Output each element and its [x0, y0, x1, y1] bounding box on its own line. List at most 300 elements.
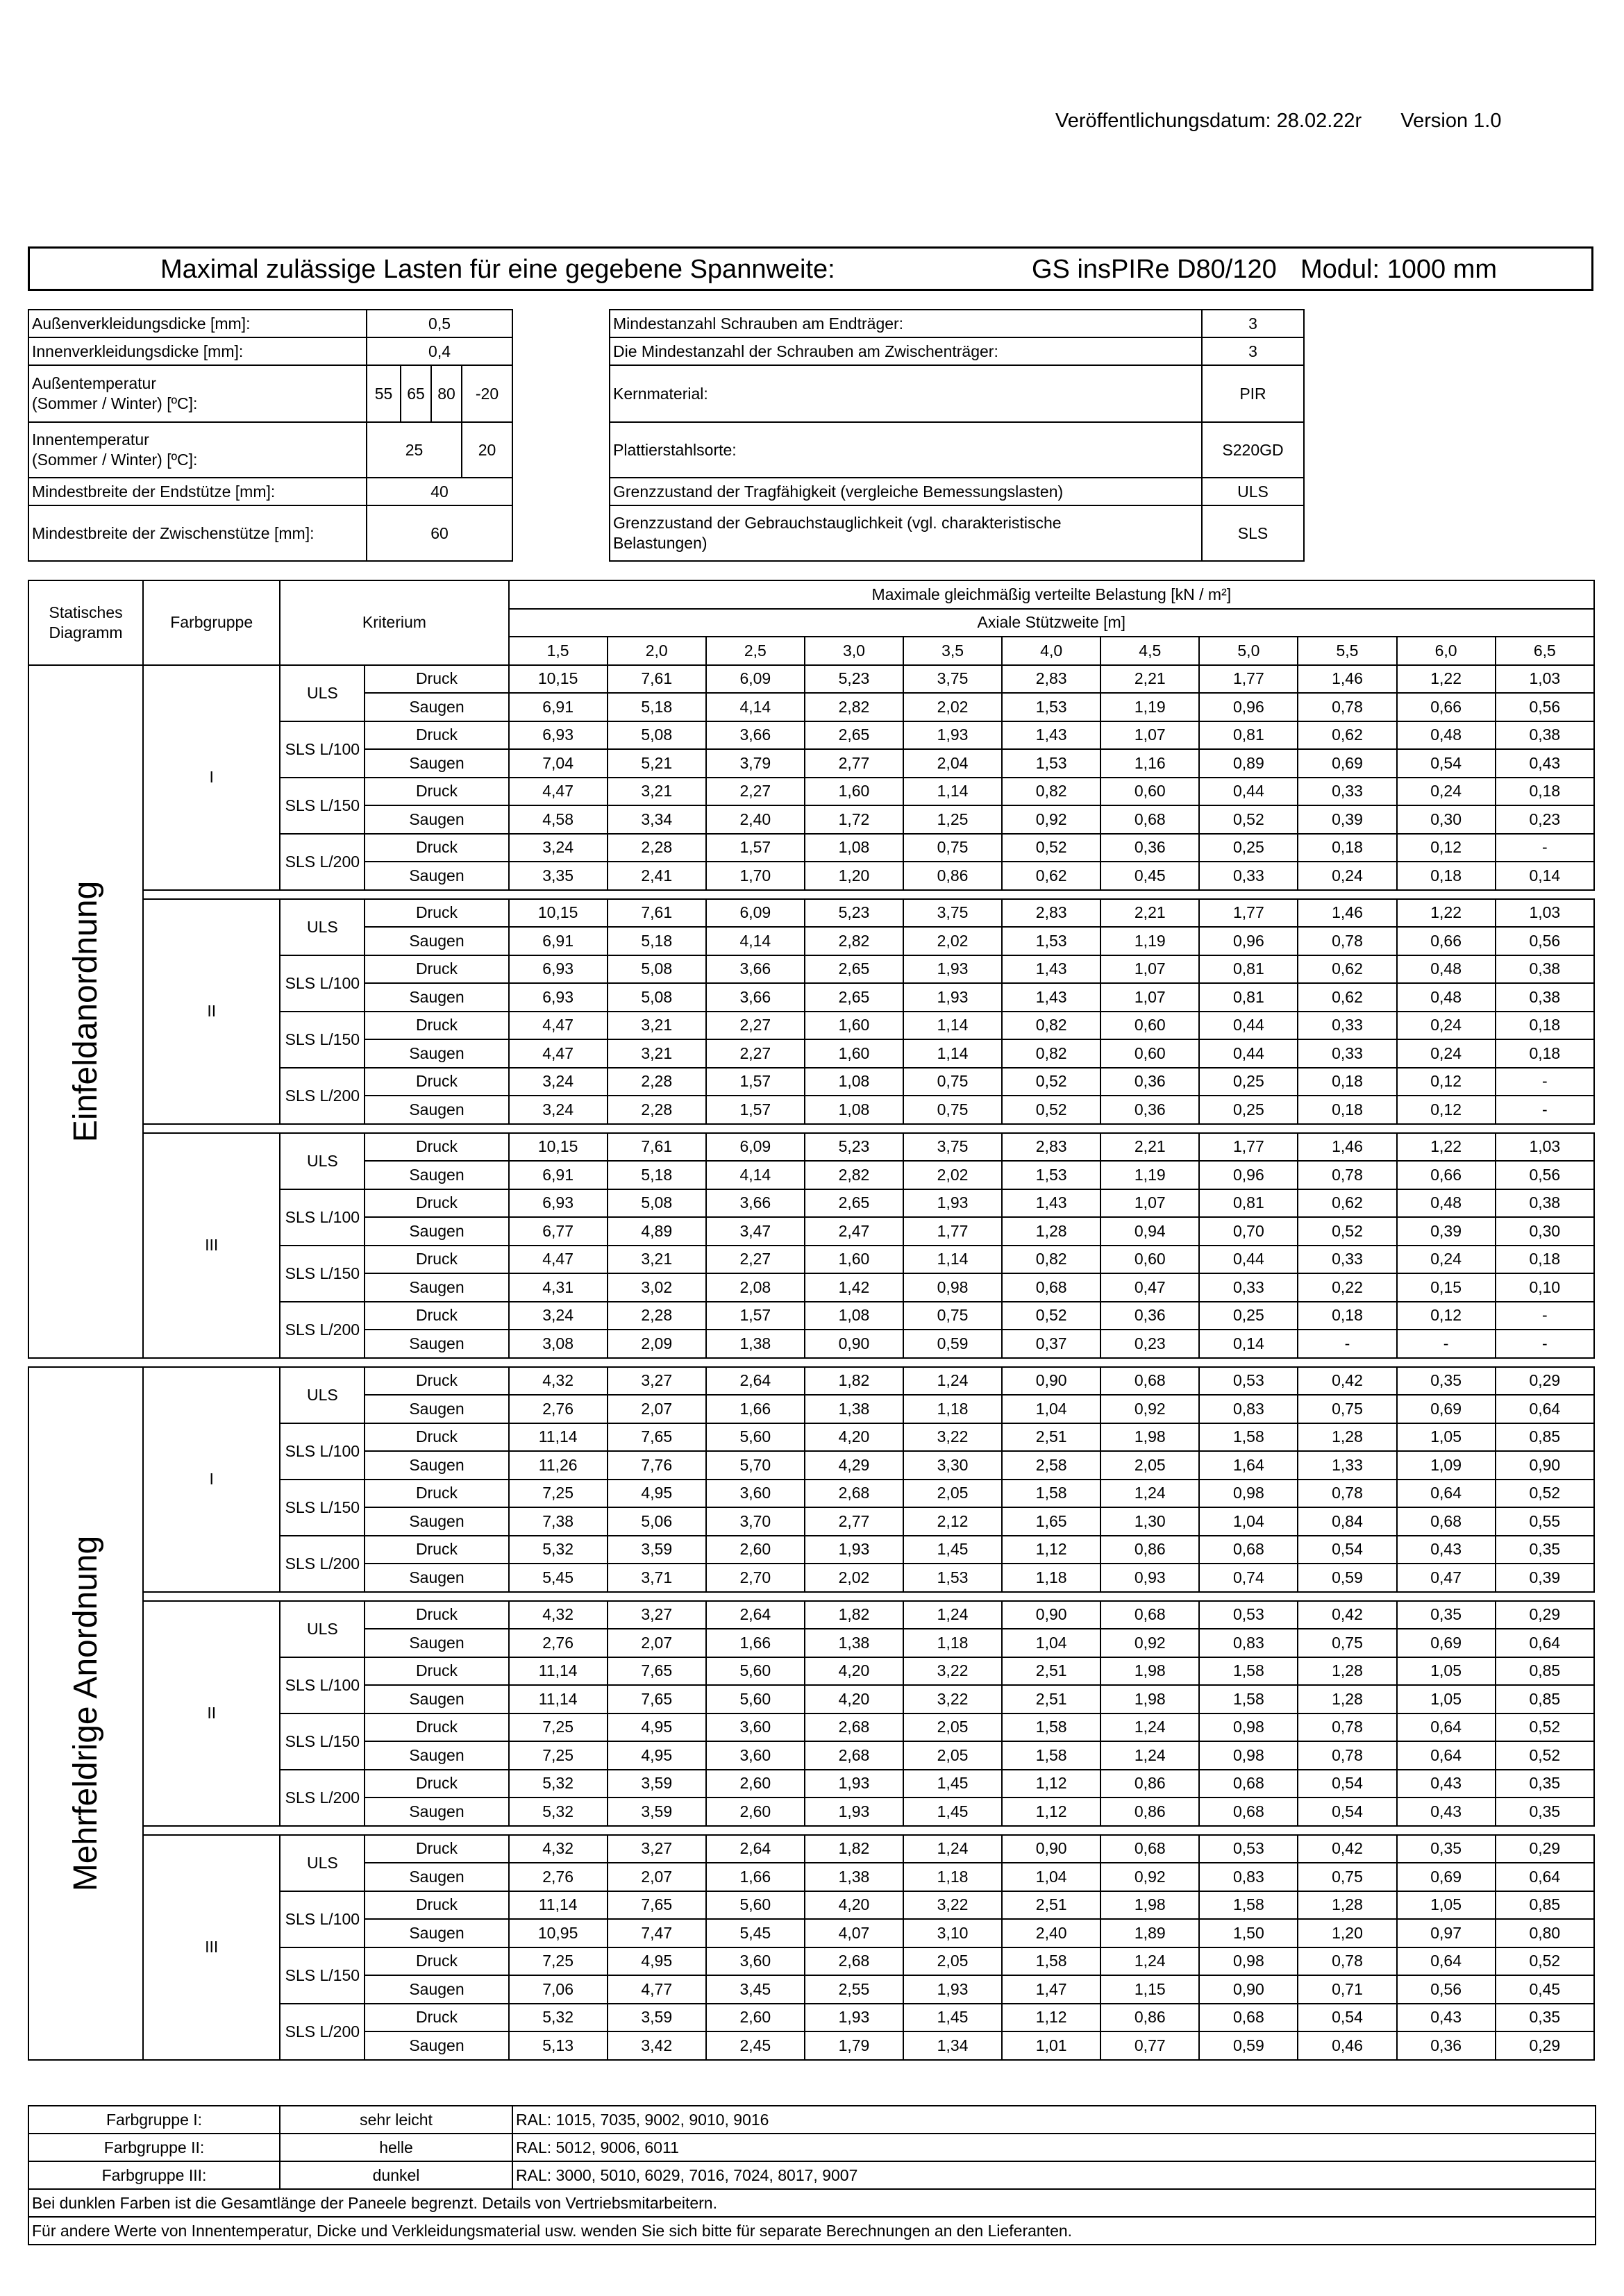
- value-cell: 1,22: [1397, 1133, 1496, 1162]
- value-cell: 0,84: [1298, 1507, 1396, 1536]
- value-cell: 2,27: [706, 1246, 805, 1274]
- value-cell: 7,65: [608, 1891, 706, 1920]
- value-cell: 2,27: [706, 1039, 805, 1068]
- value-cell: 0,78: [1298, 1480, 1396, 1508]
- value-cell: 0,14: [1199, 1330, 1298, 1358]
- value-cell: 1,58: [1002, 1741, 1100, 1770]
- value-cell: 0,47: [1397, 1564, 1496, 1592]
- value-cell: 5,45: [706, 1919, 805, 1947]
- value-cell: 0,36: [1397, 2031, 1496, 2060]
- load-type-cell: Druck: [365, 1601, 508, 1629]
- value-cell: 2,02: [903, 927, 1002, 955]
- value-cell: 0,15: [1397, 1273, 1496, 1302]
- value-cell: 2,07: [608, 1629, 706, 1657]
- value-cell: 0,96: [1199, 927, 1298, 955]
- value-cell: 3,60: [706, 1713, 805, 1742]
- section-label: Mehrfeldrige Anordnung: [67, 1535, 104, 1891]
- value-cell: 0,71: [1298, 1975, 1396, 2004]
- value-cell: 3,70: [706, 1507, 805, 1536]
- value-cell: 1,58: [1199, 1685, 1298, 1713]
- value-cell: 5,13: [509, 2031, 608, 2060]
- param-value: 3: [1202, 310, 1304, 337]
- value-cell: 5,08: [608, 955, 706, 984]
- value-cell: 1,60: [805, 1246, 903, 1274]
- value-cell: 1,07: [1100, 983, 1199, 1012]
- value-cell: 2,82: [805, 1161, 903, 1189]
- value-cell: 1,19: [1100, 1161, 1199, 1189]
- value-cell: 1,38: [706, 1330, 805, 1358]
- load-type-cell: Druck: [365, 1302, 508, 1330]
- header-kriterium: Kriterium: [280, 580, 508, 665]
- page-title: Maximal zulässige Lasten für eine gegebene Spannweite:: [160, 255, 835, 284]
- value-cell: 1,12: [1002, 2004, 1100, 2032]
- legend-group-label: Farbgruppe I:: [28, 2106, 280, 2134]
- value-cell: 2,51: [1002, 1657, 1100, 1686]
- value-cell: 1,43: [1002, 1189, 1100, 1218]
- parameters-left-table: [28, 309, 513, 562]
- value-cell: 1,24: [1100, 1713, 1199, 1742]
- value-cell: 3,21: [608, 1039, 706, 1068]
- value-cell: 1,18: [1002, 1564, 1100, 1592]
- load-type-cell: Druck: [365, 2004, 508, 2032]
- value-cell: 0,56: [1496, 927, 1594, 955]
- criterion-cell: SLS L/100: [280, 1891, 365, 1947]
- value-cell: 3,34: [608, 805, 706, 834]
- value-cell: 1,58: [1002, 1947, 1100, 1976]
- value-cell: 4,14: [706, 1161, 805, 1189]
- value-cell: 0,18: [1397, 862, 1496, 890]
- value-cell: 11,14: [509, 1423, 608, 1452]
- value-cell: 1,28: [1002, 1217, 1100, 1246]
- value-cell: 0,85: [1496, 1423, 1594, 1452]
- value-cell: 0,75: [903, 1302, 1002, 1330]
- value-cell: 5,23: [805, 665, 903, 694]
- value-cell: 2,51: [1002, 1891, 1100, 1920]
- title-box: [28, 246, 1593, 291]
- value-cell: 3,75: [903, 665, 1002, 694]
- group-separator: [28, 1124, 1594, 1133]
- value-cell: 1,05: [1397, 1685, 1496, 1713]
- value-cell: 0,64: [1397, 1947, 1496, 1976]
- value-cell: -: [1397, 1330, 1496, 1358]
- value-cell: 5,32: [509, 1536, 608, 1564]
- value-cell: 0,69: [1298, 749, 1396, 778]
- value-cell: 1,60: [805, 1012, 903, 1040]
- value-cell: 1,28: [1298, 1657, 1396, 1686]
- value-cell: 4,31: [509, 1273, 608, 1302]
- value-cell: 0,69: [1397, 1629, 1496, 1657]
- load-type-cell: Druck: [365, 1947, 508, 1976]
- value-cell: -: [1496, 1330, 1594, 1358]
- value-cell: 0,38: [1496, 1189, 1594, 1218]
- value-cell: 2,21: [1100, 1133, 1199, 1162]
- value-cell: 7,61: [608, 1133, 706, 1162]
- load-type-cell: Saugen: [365, 805, 508, 834]
- value-cell: 1,46: [1298, 665, 1396, 694]
- value-cell: 5,32: [509, 1770, 608, 1798]
- value-cell: 2,02: [903, 693, 1002, 721]
- value-cell: 0,59: [1199, 2031, 1298, 2060]
- value-cell: 1,45: [903, 2004, 1002, 2032]
- value-cell: 1,58: [1199, 1657, 1298, 1686]
- value-cell: 2,05: [903, 1480, 1002, 1508]
- value-cell: 0,33: [1199, 1273, 1298, 1302]
- value-cell: 1,57: [706, 1096, 805, 1124]
- value-cell: 10,15: [509, 1133, 608, 1162]
- value-cell: 0,46: [1298, 2031, 1396, 2060]
- value-cell: 10,95: [509, 1919, 608, 1947]
- value-cell: 5,08: [608, 1189, 706, 1218]
- value-cell: 1,66: [706, 1863, 805, 1891]
- value-cell: 2,28: [608, 834, 706, 862]
- criterion-cell: SLS L/150: [280, 1012, 365, 1068]
- value-cell: 1,57: [706, 1302, 805, 1330]
- value-cell: 0,98: [1199, 1713, 1298, 1742]
- value-cell: 2,64: [706, 1835, 805, 1863]
- param-label: Mindestanzahl Schrauben am Endträger:: [610, 310, 1202, 337]
- value-cell: 0,69: [1397, 1863, 1496, 1891]
- value-cell: 6,91: [509, 693, 608, 721]
- span-header: 2,5: [706, 637, 805, 665]
- value-cell: 2,07: [608, 1395, 706, 1423]
- value-cell: 0,90: [805, 1330, 903, 1358]
- value-cell: 1,46: [1298, 899, 1396, 928]
- criterion-cell: ULS: [280, 1133, 365, 1189]
- value-cell: 1,57: [706, 834, 805, 862]
- value-cell: 5,32: [509, 2004, 608, 2032]
- value-cell: 1,07: [1100, 955, 1199, 984]
- span-header: 3,0: [805, 637, 903, 665]
- value-cell: 1,57: [706, 1068, 805, 1096]
- value-cell: 4,95: [608, 1713, 706, 1742]
- value-cell: 0,92: [1100, 1395, 1199, 1423]
- section-label-cell: [28, 665, 143, 1358]
- load-type-cell: Druck: [365, 1835, 508, 1863]
- value-cell: 0,36: [1100, 1302, 1199, 1330]
- value-cell: 0,38: [1496, 721, 1594, 750]
- param-label: Die Mindestanzahl der Schrauben am Zwischenträger:: [610, 337, 1202, 365]
- value-cell: 5,08: [608, 721, 706, 750]
- value-cell: 0,68: [1100, 1601, 1199, 1629]
- value-cell: 4,47: [509, 1039, 608, 1068]
- value-cell: 1,66: [706, 1395, 805, 1423]
- value-cell: 0,12: [1397, 834, 1496, 862]
- load-type-cell: Saugen: [365, 1217, 508, 1246]
- value-cell: 0,81: [1199, 721, 1298, 750]
- table-row: [28, 899, 1594, 928]
- value-cell: 0,42: [1298, 1835, 1396, 1863]
- param-value: S220GD: [1202, 422, 1304, 478]
- value-cell: 1,93: [903, 955, 1002, 984]
- value-cell: -: [1496, 834, 1594, 862]
- value-cell: 1,24: [903, 1835, 1002, 1863]
- load-type-cell: Druck: [365, 1480, 508, 1508]
- value-cell: 0,43: [1496, 749, 1594, 778]
- criterion-cell: SLS L/150: [280, 1246, 365, 1302]
- value-cell: 4,95: [608, 1480, 706, 1508]
- value-cell: 0,85: [1496, 1657, 1594, 1686]
- value-cell: 0,53: [1199, 1601, 1298, 1629]
- param-value: 65: [401, 365, 431, 422]
- value-cell: 1,89: [1100, 1919, 1199, 1947]
- value-cell: 0,48: [1397, 1189, 1496, 1218]
- farbgruppe-cell: III: [143, 1835, 280, 2060]
- value-cell: 0,54: [1298, 1536, 1396, 1564]
- farbgruppe-cell: III: [143, 1133, 280, 1358]
- value-cell: 0,90: [1002, 1601, 1100, 1629]
- value-cell: 0,12: [1397, 1068, 1496, 1096]
- legend-shade: helle: [280, 2134, 512, 2161]
- value-cell: 1,93: [903, 1975, 1002, 2004]
- value-cell: 2,76: [509, 1395, 608, 1423]
- value-cell: 5,60: [706, 1657, 805, 1686]
- load-type-cell: Druck: [365, 721, 508, 750]
- value-cell: 2,05: [903, 1741, 1002, 1770]
- value-cell: 1,65: [1002, 1507, 1100, 1536]
- value-cell: 0,97: [1397, 1919, 1496, 1947]
- value-cell: 1,72: [805, 805, 903, 834]
- value-cell: 0,82: [1002, 1039, 1100, 1068]
- value-cell: 2,83: [1002, 899, 1100, 928]
- value-cell: 3,10: [903, 1919, 1002, 1947]
- load-type-cell: Druck: [365, 1657, 508, 1686]
- value-cell: -: [1496, 1068, 1594, 1096]
- value-cell: 6,77: [509, 1217, 608, 1246]
- value-cell: 2,04: [903, 749, 1002, 778]
- value-cell: 1,20: [1298, 1919, 1396, 1947]
- value-cell: 1,24: [903, 1367, 1002, 1396]
- value-cell: 2,21: [1100, 899, 1199, 928]
- value-cell: 0,62: [1298, 955, 1396, 984]
- value-cell: 0,55: [1496, 1507, 1594, 1536]
- value-cell: 1,45: [903, 1536, 1002, 1564]
- value-cell: 4,95: [608, 1741, 706, 1770]
- span-header: 6,0: [1397, 637, 1496, 665]
- criterion-cell: SLS L/200: [280, 1068, 365, 1124]
- modul-label: Modul: 1000 mm: [1300, 255, 1498, 284]
- param-value: 0,4: [367, 337, 512, 365]
- value-cell: 1,53: [1002, 1161, 1100, 1189]
- value-cell: 0,22: [1298, 1273, 1396, 1302]
- value-cell: 0,18: [1298, 1096, 1396, 1124]
- load-type-cell: Saugen: [365, 1273, 508, 1302]
- value-cell: 0,64: [1397, 1741, 1496, 1770]
- criterion-cell: SLS L/150: [280, 1713, 365, 1770]
- value-cell: 0,85: [1496, 1685, 1594, 1713]
- legend-group-label: Farbgruppe III:: [28, 2161, 280, 2189]
- value-cell: 1,05: [1397, 1891, 1496, 1920]
- value-cell: 2,58: [1002, 1451, 1100, 1480]
- span-header: 2,0: [608, 637, 706, 665]
- value-cell: 3,24: [509, 1068, 608, 1096]
- value-cell: 3,35: [509, 862, 608, 890]
- group-separator: [28, 1826, 1594, 1835]
- load-type-cell: Saugen: [365, 1919, 508, 1947]
- value-cell: 0,43: [1397, 2004, 1496, 2032]
- value-cell: 0,18: [1298, 1068, 1396, 1096]
- value-cell: 1,33: [1298, 1451, 1396, 1480]
- load-type-cell: Druck: [365, 1770, 508, 1798]
- value-cell: 1,04: [1002, 1395, 1100, 1423]
- load-type-cell: Saugen: [365, 983, 508, 1012]
- value-cell: 0,64: [1397, 1713, 1496, 1742]
- value-cell: 2,82: [805, 693, 903, 721]
- header-max-load: Maximale gleichmäßig verteilte Belastung [kN / m²]: [509, 580, 1594, 609]
- color-group-legend: [28, 2105, 1596, 2245]
- value-cell: 1,58: [1199, 1891, 1298, 1920]
- product-name: GS insPIRe D80/120: [1032, 255, 1277, 284]
- value-cell: 0,75: [903, 1096, 1002, 1124]
- load-type-cell: Saugen: [365, 1863, 508, 1891]
- value-cell: 3,22: [903, 1657, 1002, 1686]
- load-type-cell: Druck: [365, 1713, 508, 1742]
- value-cell: 0,35: [1496, 1536, 1594, 1564]
- value-cell: 0,75: [1298, 1863, 1396, 1891]
- load-type-cell: Druck: [365, 665, 508, 694]
- value-cell: 0,52: [1298, 1217, 1396, 1246]
- value-cell: 0,24: [1298, 862, 1396, 890]
- value-cell: 7,76: [608, 1451, 706, 1480]
- value-cell: 0,62: [1298, 1189, 1396, 1218]
- value-cell: 2,77: [805, 1507, 903, 1536]
- value-cell: 1,07: [1100, 721, 1199, 750]
- table-row: [28, 1835, 1594, 1863]
- value-cell: 7,25: [509, 1741, 608, 1770]
- value-cell: 0,59: [903, 1330, 1002, 1358]
- value-cell: 0,75: [1298, 1395, 1396, 1423]
- value-cell: 0,35: [1397, 1835, 1496, 1863]
- value-cell: 7,04: [509, 749, 608, 778]
- value-cell: 1,38: [805, 1863, 903, 1891]
- value-cell: 3,45: [706, 1975, 805, 2004]
- value-cell: 2,09: [608, 1330, 706, 1358]
- value-cell: 0,36: [1100, 834, 1199, 862]
- load-type-cell: Saugen: [365, 1330, 508, 1358]
- section-label-cell: [28, 1367, 143, 2060]
- value-cell: 3,21: [608, 778, 706, 806]
- value-cell: 7,38: [509, 1507, 608, 1536]
- value-cell: 0,98: [1199, 1480, 1298, 1508]
- value-cell: 3,59: [608, 1536, 706, 1564]
- value-cell: 0,24: [1397, 1246, 1496, 1274]
- criterion-cell: SLS L/100: [280, 1657, 365, 1713]
- legend-shade: sehr leicht: [280, 2106, 512, 2134]
- value-cell: 0,52: [1496, 1480, 1594, 1508]
- value-cell: 1,15: [1100, 1975, 1199, 2004]
- value-cell: 4,20: [805, 1891, 903, 1920]
- value-cell: 1,04: [1002, 1629, 1100, 1657]
- criterion-cell: SLS L/200: [280, 1536, 365, 1592]
- value-cell: 0,62: [1298, 983, 1396, 1012]
- value-cell: 5,60: [706, 1685, 805, 1713]
- param-label: Außentemperatur (Sommer / Winter) [ºC]:: [28, 365, 367, 422]
- param-label: Grenzzustand der Tragfähigkeit (vergleiche Bemessungslasten): [610, 478, 1202, 505]
- value-cell: 0,92: [1100, 1863, 1199, 1891]
- value-cell: 2,05: [903, 1713, 1002, 1742]
- value-cell: 1,93: [805, 1770, 903, 1798]
- table-row: [28, 1367, 1594, 1396]
- value-cell: 0,78: [1298, 693, 1396, 721]
- load-type-cell: Saugen: [365, 1564, 508, 1592]
- value-cell: 4,58: [509, 805, 608, 834]
- value-cell: 1,22: [1397, 665, 1496, 694]
- value-cell: 0,52: [1496, 1741, 1594, 1770]
- value-cell: 1,12: [1002, 1798, 1100, 1826]
- value-cell: 0,60: [1100, 1246, 1199, 1274]
- param-label: Kernmaterial:: [610, 365, 1202, 422]
- value-cell: 3,75: [903, 899, 1002, 928]
- value-cell: 0,82: [1002, 1012, 1100, 1040]
- value-cell: 0,37: [1002, 1330, 1100, 1358]
- value-cell: 0,74: [1199, 1564, 1298, 1592]
- value-cell: 4,47: [509, 1246, 608, 1274]
- value-cell: 1,46: [1298, 1133, 1396, 1162]
- value-cell: 0,18: [1496, 1012, 1594, 1040]
- value-cell: 1,43: [1002, 721, 1100, 750]
- load-type-cell: Druck: [365, 778, 508, 806]
- value-cell: 0,70: [1199, 1217, 1298, 1246]
- value-cell: 0,48: [1397, 955, 1496, 984]
- value-cell: 1,12: [1002, 1536, 1100, 1564]
- value-cell: 2,65: [805, 1189, 903, 1218]
- value-cell: 0,98: [1199, 1947, 1298, 1976]
- value-cell: 2,40: [706, 805, 805, 834]
- value-cell: 4,20: [805, 1423, 903, 1452]
- value-cell: 6,09: [706, 1133, 805, 1162]
- load-type-cell: Druck: [365, 1246, 508, 1274]
- value-cell: 0,68: [1199, 2004, 1298, 2032]
- value-cell: 1,24: [1100, 1947, 1199, 1976]
- parameters-right-table: [609, 309, 1305, 562]
- value-cell: 1,60: [805, 778, 903, 806]
- value-cell: 0,64: [1496, 1629, 1594, 1657]
- value-cell: 0,29: [1496, 2031, 1594, 2060]
- value-cell: 4,20: [805, 1657, 903, 1686]
- value-cell: 4,29: [805, 1451, 903, 1480]
- value-cell: 1,24: [1100, 1480, 1199, 1508]
- value-cell: 1,53: [1002, 693, 1100, 721]
- param-value: 80: [431, 365, 462, 422]
- value-cell: 1,45: [903, 1770, 1002, 1798]
- param-label: Plattierstahlsorte:: [610, 422, 1202, 478]
- value-cell: 1,93: [903, 721, 1002, 750]
- section-label: Einfeldanordnung: [67, 880, 104, 1142]
- value-cell: 0,18: [1496, 1039, 1594, 1068]
- value-cell: 3,42: [608, 2031, 706, 2060]
- value-cell: 3,66: [706, 983, 805, 1012]
- value-cell: 2,51: [1002, 1423, 1100, 1452]
- value-cell: 0,83: [1199, 1629, 1298, 1657]
- value-cell: 0,25: [1199, 1068, 1298, 1096]
- value-cell: 1,77: [1199, 665, 1298, 694]
- value-cell: 1,77: [903, 1217, 1002, 1246]
- value-cell: 4,14: [706, 927, 805, 955]
- value-cell: 0,78: [1298, 1947, 1396, 1976]
- load-type-cell: Druck: [365, 834, 508, 862]
- value-cell: 0,39: [1397, 1217, 1496, 1246]
- value-cell: 1,93: [903, 1189, 1002, 1218]
- value-cell: 0,23: [1100, 1330, 1199, 1358]
- value-cell: 0,52: [1002, 834, 1100, 862]
- version-label: Version 1.0: [1400, 110, 1502, 132]
- param-value: -20: [462, 365, 512, 422]
- table-row: [28, 1133, 1594, 1162]
- value-cell: 0,23: [1496, 805, 1594, 834]
- value-cell: 1,43: [1002, 983, 1100, 1012]
- value-cell: 2,65: [805, 983, 903, 1012]
- value-cell: 5,18: [608, 693, 706, 721]
- legend-group-label: Farbgruppe II:: [28, 2134, 280, 2161]
